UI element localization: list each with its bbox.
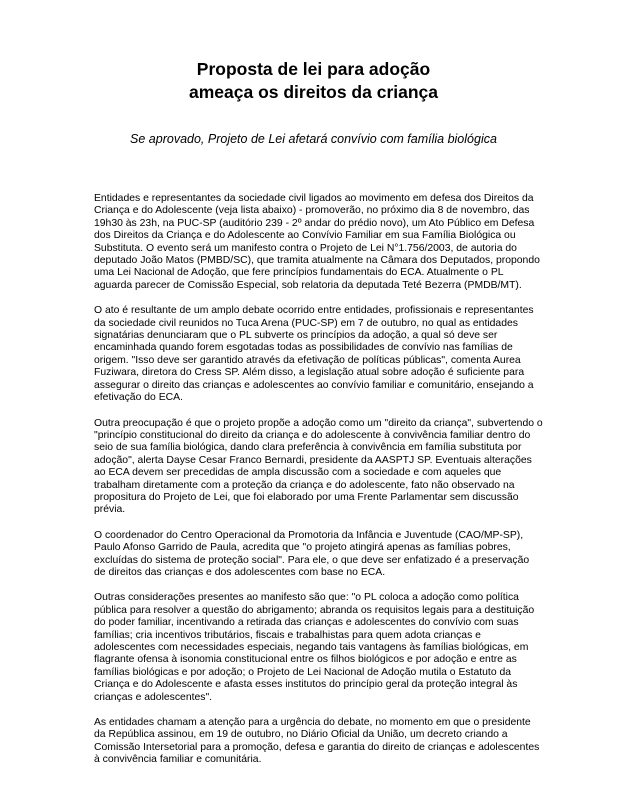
paragraph-6: As entidades chamam a atenção para a urgência do debate, no momento em que o presidente da República assinou, em 19 de outubro, no Diário Oficial da União, um decreto criando a Comissão Intersetorial para a promoção, defesa e garantia do direito de crianças e adolescentes à convivência familiar e comunitária.	[94, 717, 540, 766]
paragraph-1: Entidades e representantes da sociedade civil ligados ao movimento em defesa dos Direitos da Criança e do Adolescente (veja lista abaixo) - promoverão, no próximo dia 8 de novembro, das 19h30 às 23h, na PUC-SP (auditório 239 - 2º andar do prédio novo), um Ato Público em Defesa dos Direitos da Criança e do Adolescente ao Convívio Familiar em sua Família Biológica ou Substituta. O evento será um manifesto contra o Projeto de Lei N°1.756/2003, de autoria do deputado João Matos (PMBD/SC), que tramita atualmente na Câmara dos Deputados, propondo uma Lei Nacional de Adoção, que fere princípios fundamentais do ECA. Atualmente o PL aguarda parecer de Comissão Especial, sob relatoria da deputada Teté Bezerra (PMDB/MT).	[94, 193, 540, 291]
document-subtitle: Se aprovado, Projeto de Lei afetará convívio com família biológica	[130, 132, 497, 146]
title-line-2: ameaça os direitos da criança	[188, 82, 439, 102]
paragraph-4: O coordenador do Centro Operacional da Promotoria da Infância e Juventude (CAO/MP-SP), Paulo Afonso Garrido de Paula, acredita que "o projeto atingirá apenas as famílias pobres, excluídas do sistema de proteção social". Para ele, o que deve ser enfatizado é a preservação de direitos das crianças e dos adolescentes com base no ECA.	[94, 529, 530, 578]
title-line-1: Proposta de lei para adoção	[196, 59, 431, 79]
paragraph-5: Outras considerações presentes ao manifesto são que: "o PL coloca a adoção como política pública para resolver a questão do abrigamento; abranda os requisitos legais para a destituição do poder familiar, incentivando a retirada das crianças e adolescentes do convívio com suas famílias; cria incentivos tributários, fiscais e trabalhistas para quem adota crianças e adolescentes com necessidades especiais, negando tais vantagens às famílias biológicas, em flagrante ofensa à isonomia constitucional entre os filhos biológicos e por adoção e entre as famílias biológicas e por adoção; o Projeto de Lei Nacional de Adoção mutila o Estatuto da Criança e do Adolescente e afasta esses institutos do princípio geral da proteção integral às crianças e adolescentes".	[94, 592, 535, 703]
paragraph-2: O ato é resultante de um amplo debate ocorrido entre entidades, profissionais e representantes da sociedade civil reunidos no Tuca Arena (PUC-SP) em 7 de outubro, no qual as entidades signatárias denunciaram que o PL subverte os princípios da adoção, a qual só deve ser encaminhada quando forem esgotadas todas as possibilidades de convívio nas famílias de origem. "Isso deve ser garantido através da efetivação de políticas públicas", comenta Aurea Fuziwara, diretora do Cress SP. Além disso, a legislação atual sobre adoção é suficiente para assegurar o direito das crianças e adolescentes ao convívio familiar e comunitário, ensejando a efetivação do ECA.	[94, 305, 534, 404]
document-body	[94, 193, 543, 767]
document-title	[84, 58, 543, 104]
paragraph-3: Outra preocupação é que o projeto propõe a adoção como um "direito da criança", subvertendo o "princípio constitucional do direito da criança e do adolescente à convivência familiar dentro do seio de sua família biológica, dando clara preferência à convivência em família substituta por adoção", alerta Dayse Cesar Franco Bernardi, presidente da AASPTJ SP. Eventuais alterações ao ECA devem ser precedidas de ampla discussão com a sociedade e com aqueles que trabalham diretamente com a proteção da criança e do adolescente, fato não observado na propositura do Projeto de Lei, que foi elaborado por uma Frente Parlamentar sem discussão prévia.	[94, 417, 543, 516]
